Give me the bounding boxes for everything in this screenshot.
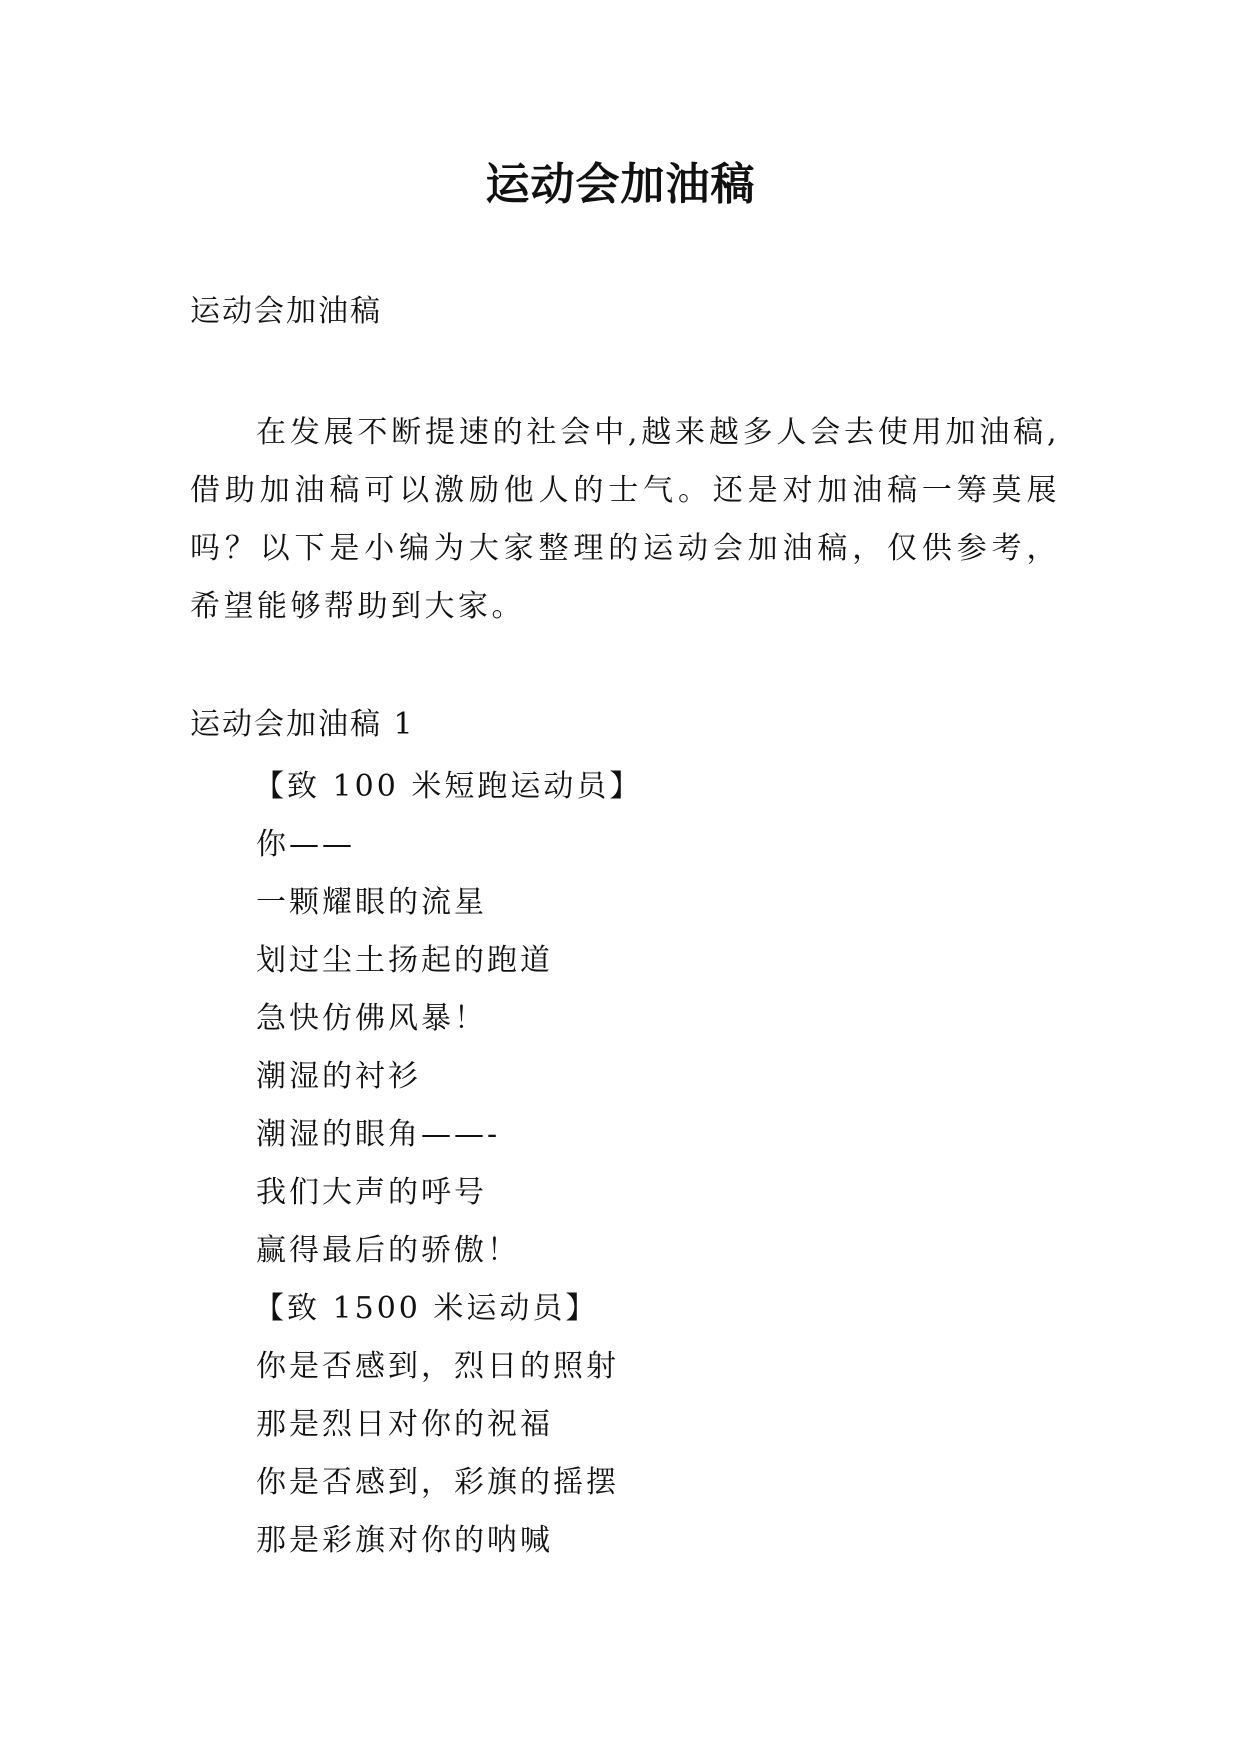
poem-line: 我们大声的呼号 xyxy=(256,1175,487,1210)
document-title: 运动会加油稿 xyxy=(485,159,756,210)
poem-line: 你是否感到，彩旗的摇摆 xyxy=(256,1465,619,1500)
document-subheading: 运动会加油稿 xyxy=(190,294,382,329)
poem-line: 那是彩旗对你的呐喊 xyxy=(256,1523,553,1558)
poem-line: 【致 1500 米运动员】 xyxy=(254,1291,599,1326)
section-heading: 运动会加油稿 1 xyxy=(190,707,415,742)
poem-line: 划过尘土扬起的跑道 xyxy=(256,943,553,978)
poem-line: 潮湿的衬衫 xyxy=(256,1059,421,1094)
poem-line: 那是烈日对你的祝福 xyxy=(256,1407,553,1442)
poem-line: 你是否感到，烈日的照射 xyxy=(256,1349,619,1384)
poem-line: 潮湿的眼角——- xyxy=(256,1117,501,1152)
poem-line: 急快仿佛风暴！ xyxy=(256,1001,487,1036)
intro-paragraph: 在发展不断提速的社会中,越来越多人会去使用加油稿,借助加油稿可以激励他人的士气。还是对加油稿一筹莫展吗？以下是小编为大家整理的运动会加油稿，仅供参考，希望能够帮助到大家。 xyxy=(190,415,1060,624)
poem-line: 【致 100 米短跑运动员】 xyxy=(254,769,643,804)
poem-line: 一颗耀眼的流星 xyxy=(256,885,487,920)
poem-line: 你—— xyxy=(256,827,355,862)
poem-line: 赢得最后的骄傲！ xyxy=(256,1233,520,1268)
poem-lines xyxy=(256,758,642,1570)
